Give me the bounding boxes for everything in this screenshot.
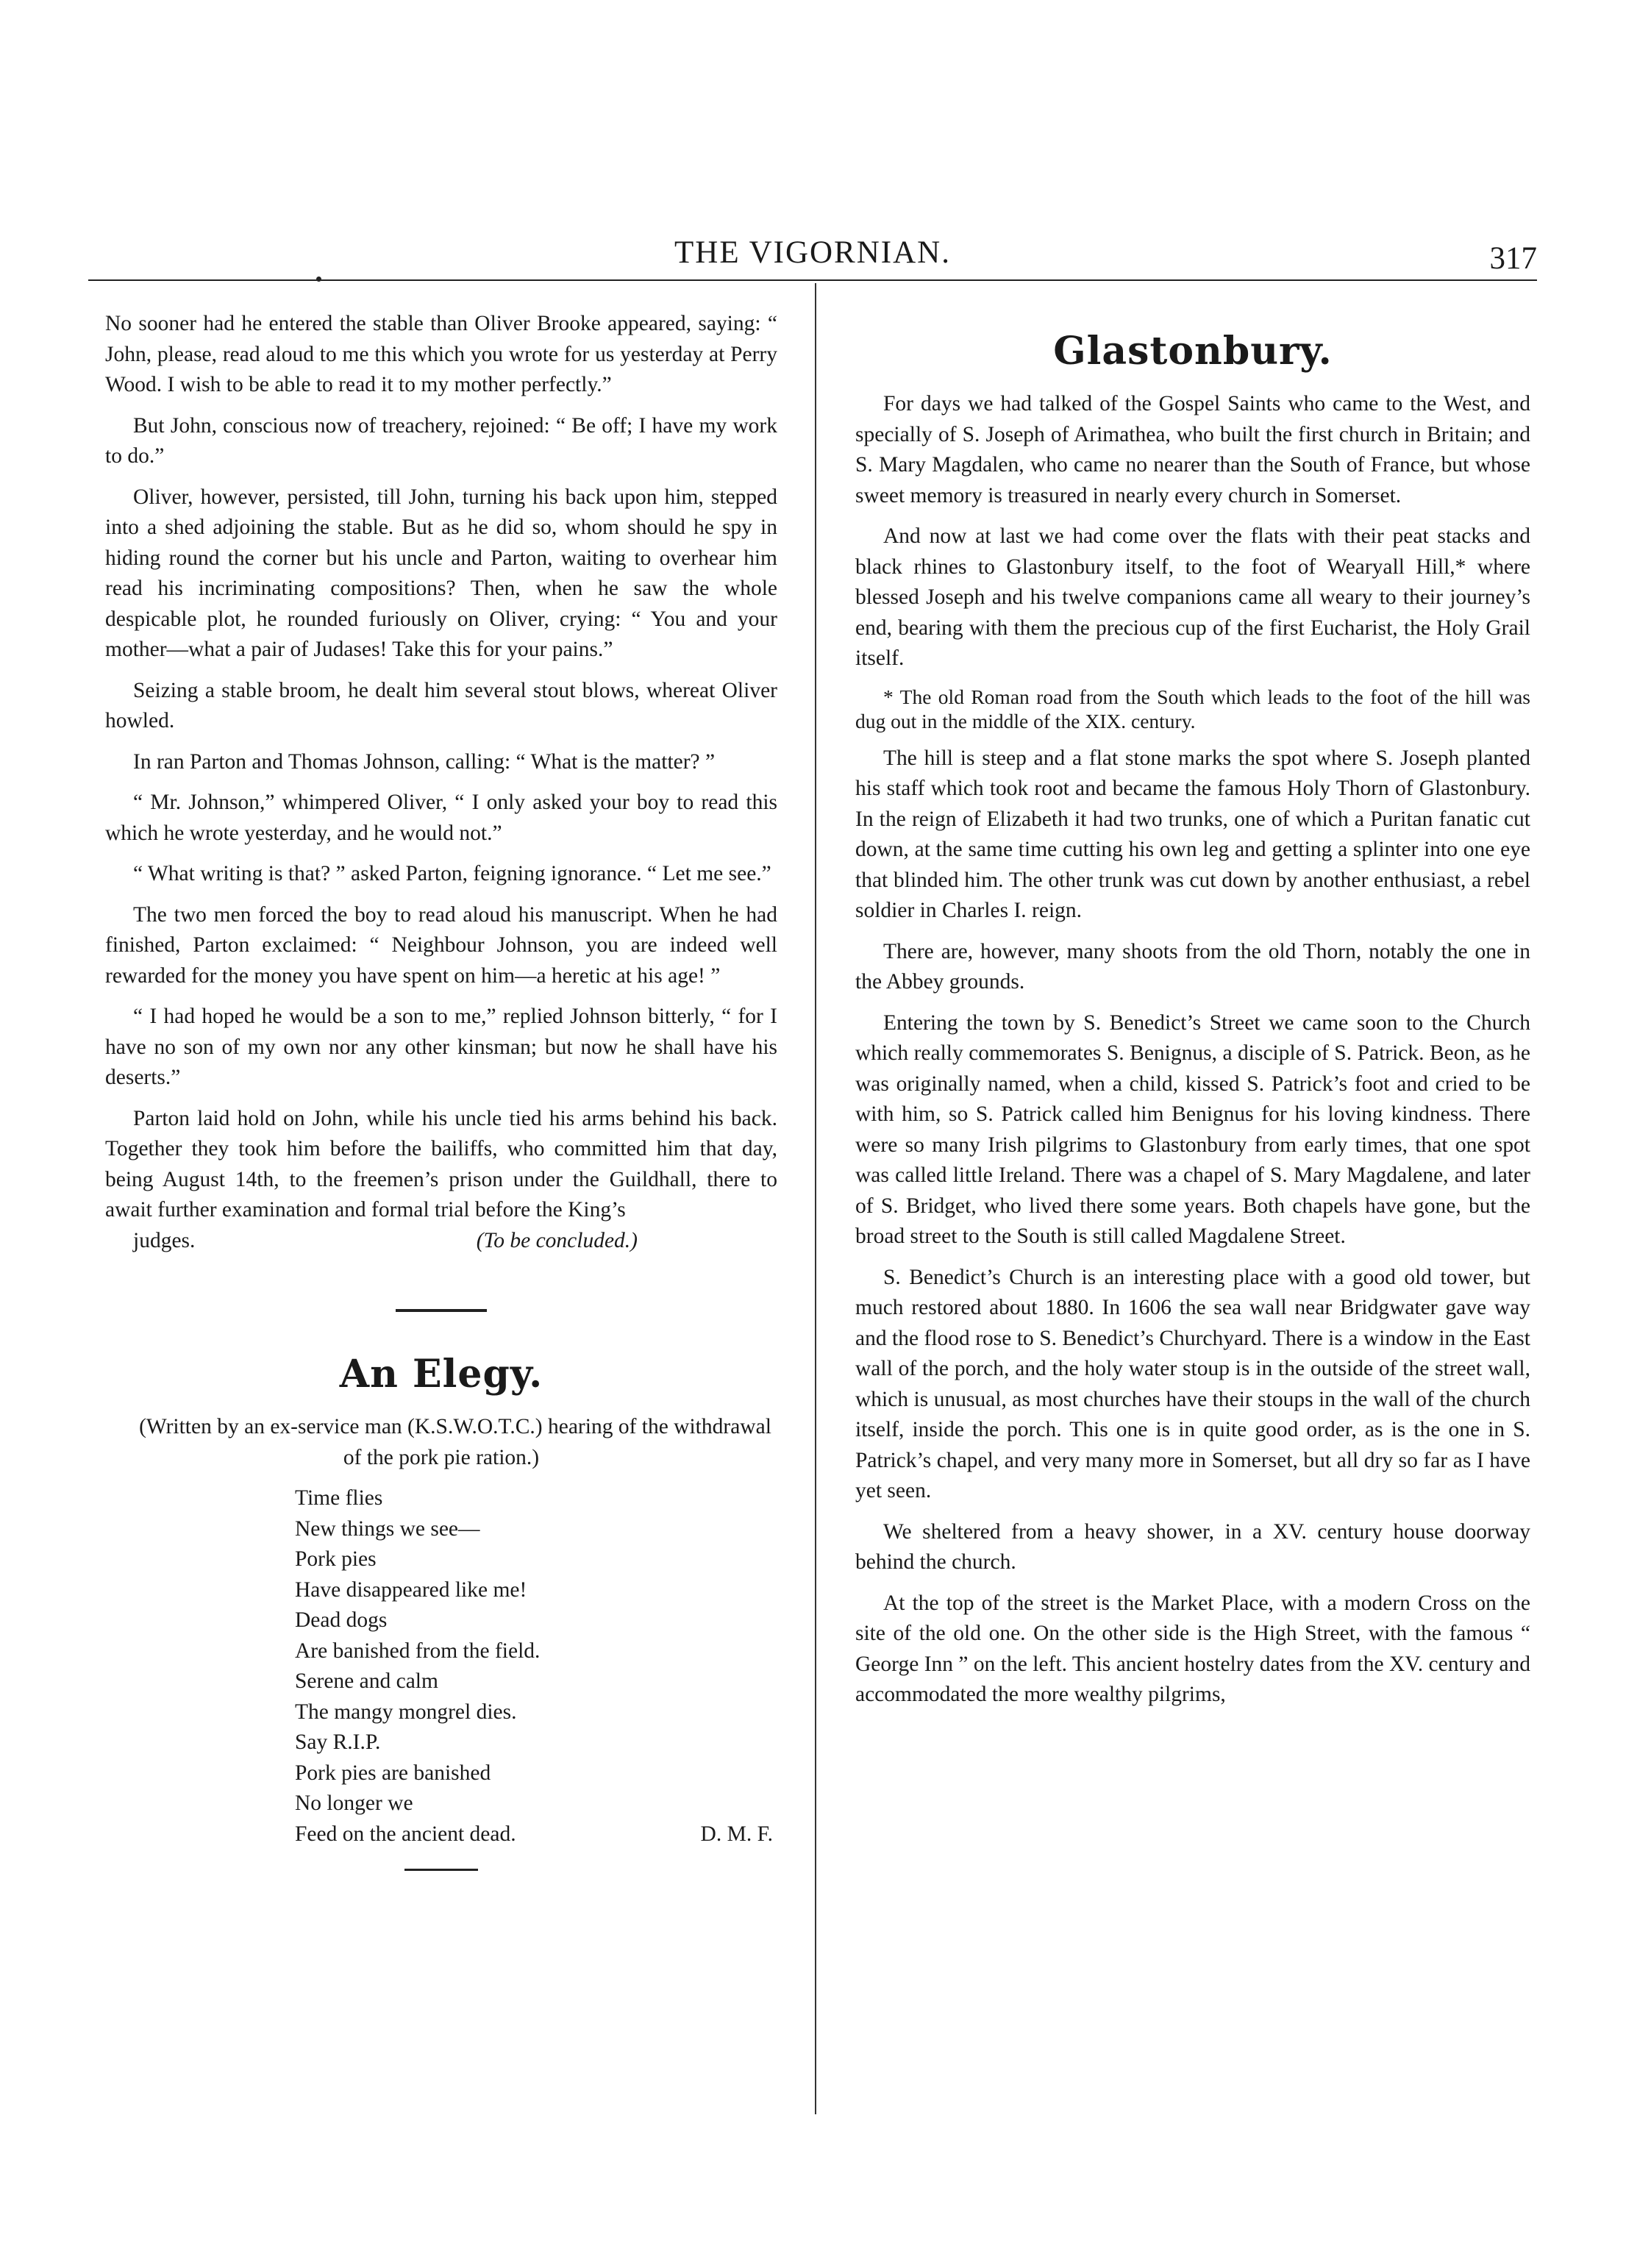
poem-signature: D. M. F.: [700, 1822, 773, 1846]
glastonbury-title: Glastonbury.: [1053, 329, 1333, 374]
story-paragraph: “ I had hoped he would be a son to me,” replied Johnson bitterly, “ for I have no son of my own nor any other kinsman; but now he shall have his deserts.”: [105, 1005, 777, 1089]
article-paragraph: Entering the town by S. Benedict’s Street we came soon to the Church which really commemorates S. Benignus, a disciple of S. Patrick. Beon, as he was originally named, when a child, kissed S. Patrick’s foot and cried to be with him, so S. Patrick called him Benignus for his loving kindness. There were so many Irish pilgrims to Glastonbury from early times, that one spot was called little Ireland. There was a chapel of S. Mary Magdalene, and later of S. Bridget, who lived there some years. Both chapels have gone, but the broad street to the South is still called Magdalene Street.: [855, 1010, 1530, 1248]
continued-note: (To be concluded.): [476, 1228, 638, 1252]
story-paragraph: “ Mr. Johnson,” whimpered Oliver, “ I only asked your boy to read this which he wrote yesterday, and he would not.”: [105, 791, 777, 845]
story-paragraph: “ What writing is that? ” asked Parton, feigning ignorance. “ Let me see.”: [133, 862, 771, 885]
poem-line: No longer we: [295, 1791, 413, 1815]
article-paragraph: S. Benedict’s Church is an interesting place with a good old tower, but much restored about 1880. In 1606 the sea wall near Bridgwater gave way and the flood rose to S. Benedict’s Churchyard. There is a window in the East wall of the porch, and the holy water stoup is in the outside of the street wall, which is unusual, as most churches have their stoups in the wall of the church itself, inside the porch. This one is in quite good order, as is the one in S. Patrick’s chapel, and very many more in Somerset, but all dry so far as I have yet seen.: [855, 1265, 1530, 1502]
poem-final-line: [295, 1819, 773, 1850]
poem-line: Pork pies are banished: [295, 1761, 491, 1785]
poem-line: Have disappeared like me!: [295, 1577, 527, 1602]
poem-line: The mangy mongrel dies.: [295, 1700, 517, 1724]
column-divider: [815, 283, 816, 2114]
poem-line: Say R.I.P.: [295, 1730, 381, 1754]
journal-title: THE VIGORNIAN.: [674, 235, 951, 270]
story-paragraph: Seizing a stable broom, he dealt him several stout blows, whereat Oliver howled.: [105, 678, 777, 732]
story-paragraph: The two men forced the boy to read aloud his manuscript. When he had finished, Parton exclaimed: “ Neighbour Johnson, you are indeed well rewarded for the money you have spent on him—a heretic at his age! ”: [105, 902, 777, 988]
section-end-rule: [404, 1869, 478, 1871]
elegy-poem: [295, 1483, 777, 1850]
poem-line: New things we see—: [295, 1516, 480, 1541]
elegy-subtitle: (Written by an ex-service man (K.S.W.O.T.C.) hearing of the withdrawal of the pork pie ration.): [139, 1415, 771, 1469]
article-paragraph: There are, however, many shoots from the old Thorn, notably the one in the Abbey grounds.: [855, 939, 1530, 994]
page-number: 317: [1489, 241, 1537, 276]
running-head: [88, 234, 1537, 278]
left-column: [105, 309, 777, 1871]
poem-line: Time flies: [295, 1486, 383, 1510]
story-paragraph: In ran Parton and Thomas Johnson, calling: “ What is the matter? ”: [133, 749, 716, 774]
story-paragraph: Oliver, however, persisted, till John, turning his back upon him, stepped into a shed adjoining the stable. But as he did so, whom should he spy in hiding round the corner but his uncle and Parton, waiting to overhear him read his incriminating compositions? Then, when he saw the whole despicable plot, he rounded furiously on Oliver, crying: “ You and your mother—what a pair of Judases! Take this for your pains.”: [105, 485, 777, 661]
poem-line: Are banished from the field.: [295, 1638, 541, 1663]
header-rule: [88, 279, 1537, 281]
header-rule-ornament: [316, 277, 321, 282]
elegy-title: An Elegy.: [339, 1352, 543, 1397]
story-paragraph: But John, conscious now of treachery, rejoined: “ Be off; I have my work to do.”: [105, 413, 777, 468]
poem-line: Pork pies: [295, 1547, 377, 1571]
poem-line: Feed on the ancient dead.: [295, 1822, 516, 1846]
article-paragraph: The hill is steep and a flat stone marks the spot where S. Joseph planted his staff which took root and became the famous Holy Thorn of Glastonbury. In the reign of Elizabeth it had two trunks, one of which a Puritan fanatic cut down, at the same time cutting his own leg and getting a splinter into one eye that blinded him. The other trunk was cut down by another enthusiast, a rebel soldier in Charles I. reign.: [855, 746, 1530, 922]
poem-line: Serene and calm: [295, 1669, 438, 1693]
article-paragraph: And now at last we had come over the flats with their peat stacks and black rhines to Glastonbury itself, to the foot of Wearyall Hill,* where blessed Joseph and his twelve companions came all weary to their journey’s end, bearing with them the precious cup of the first Eucharist, the Holy Grail itself.: [855, 524, 1530, 670]
article-paragraph: We sheltered from a heavy shower, in a XV. century house doorway behind the church.: [855, 1519, 1530, 1574]
right-column: [855, 327, 1530, 1721]
footnote: * The old Roman road from the South which leads to the foot of the hill was dug out in the middle of the XIX. century.: [855, 685, 1530, 732]
story-paragraph: No sooner had he entered the stable than Oliver Brooke appeared, saying: “ John, please, read aloud to me this which you wrote for us yesterday at Perry Wood. I wish to be able to read it to my mother perfectly.”: [105, 312, 777, 396]
article-paragraph: At the top of the street is the Market Place, with a modern Cross on the site of the old one. On the other side is the High Street, with the famous “ George Inn ” on the left. This ancient hostelry dates from the XV. century and accommodated the more wealthy pilgrims,: [855, 1591, 1530, 1706]
story-last-word: judges.: [133, 1228, 196, 1252]
poem-line: Dead dogs: [295, 1608, 388, 1632]
story-closing-line: [105, 1226, 777, 1257]
story-paragraph: Parton laid hold on John, while his uncle tied his arms behind his back. Together they took him before the bailiffs, who committed him that day, being August 14th, to the freemen’s prison under the Guildhall, there to await further examination and formal trial before the King’s: [105, 1106, 777, 1222]
section-separator: [396, 1309, 487, 1312]
article-paragraph: For days we had talked of the Gospel Saints who came to the West, and specially of S. Joseph of Arimathea, who built the first church in Britain; and S. Mary Magdalen, who came no nearer than the South of France, but whose sweet memory is treasured in nearly every church in Somerset.: [855, 392, 1530, 507]
